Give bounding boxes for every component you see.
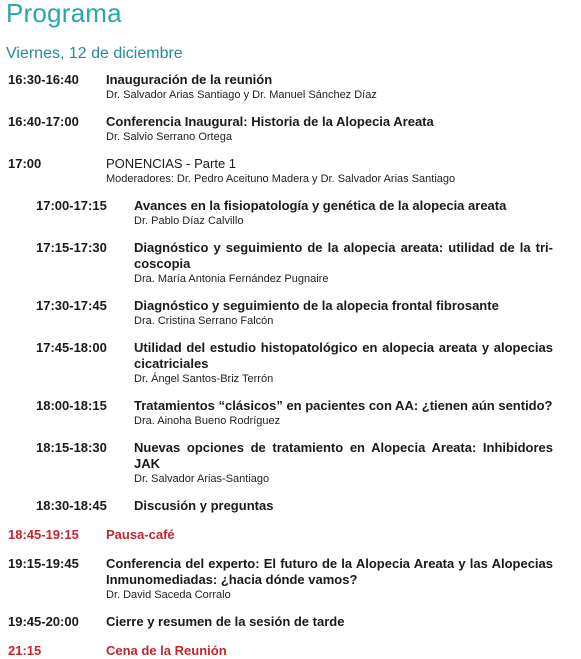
schedule-list <box>0 72 581 659</box>
item-speaker: Dra. Ainoha Bueno Rodríguez <box>134 415 281 427</box>
item-title: Avances en la fisiopatología y genética de la alopecia areata <box>134 198 507 213</box>
schedule-item <box>0 114 581 144</box>
item-moderators: Moderadores: Dr. Pedro Aceituno Madera y Dr. Salvador Arias Santiago <box>106 173 456 185</box>
schedule-item <box>0 240 581 286</box>
schedule-item <box>0 156 581 186</box>
item-time: 18:15-18:30 <box>36 440 107 455</box>
item-time: 17:00-17:15 <box>36 198 107 213</box>
item-title: Discusión y preguntas <box>134 498 274 513</box>
item-title: Nuevas opciones de tratamiento en Alopecia Areata: Inhibidores JAK <box>134 440 553 471</box>
item-time: 18:30-18:45 <box>36 498 107 513</box>
item-time: 16:30-16:40 <box>8 72 79 87</box>
item-title: Diagnóstico y seguimiento de la alopecia frontal fibrosante <box>134 298 499 313</box>
item-title: Inauguración de la reunión <box>106 72 273 87</box>
item-speaker: Dr. Salvio Serrano Ortega <box>106 131 232 143</box>
item-speaker: Dra. Cristina Serrano Falcón <box>134 315 274 327</box>
schedule-item-break <box>0 527 581 543</box>
item-title: Tratamientos “clásicos” en pacientes con AA: ¿tienen aún sentido? <box>134 398 553 413</box>
item-time: 18:45-19:15 <box>8 527 79 542</box>
day-heading: Viernes, 12 de diciembre <box>6 45 183 62</box>
schedule-item-dinner <box>0 643 581 659</box>
schedule-item <box>0 440 581 486</box>
item-speaker: Dr. Pablo Díaz Calvillo <box>134 215 244 227</box>
item-title: Utilidad del estudio histopatológico en alopecia areata y alopecias cicatriciales <box>134 340 553 371</box>
item-time: 17:00 <box>8 156 42 171</box>
item-speaker: Dra. María Antonia Fernández Pugnaire <box>134 273 329 285</box>
item-title: PONENCIAS - Parte 1 <box>106 156 237 171</box>
schedule-item <box>0 614 581 630</box>
item-time: 19:45-20:00 <box>8 614 79 629</box>
item-title: Pausa-café <box>106 527 175 542</box>
item-speaker: Dr. Salvador Arias Santiago y Dr. Manuel Sánchez Díaz <box>106 89 377 101</box>
item-time: 17:45-18:00 <box>36 340 107 355</box>
item-title: Cena de la Reunión <box>106 643 227 658</box>
schedule-item <box>0 498 581 514</box>
item-time: 17:15-17:30 <box>36 240 107 255</box>
item-title: Conferencia Inaugural: Historia de la Alopecia Areata <box>106 114 434 129</box>
page-title: Programa <box>6 0 122 28</box>
item-speaker: Dr. Salvador Arias-Santiago <box>134 473 270 485</box>
schedule-item <box>0 556 581 602</box>
item-title: Cierre y resumen de la sesión de tarde <box>106 614 345 629</box>
schedule-item <box>0 72 581 102</box>
item-time: 16:40-17:00 <box>8 114 79 129</box>
item-speaker: Dr. David Saceda Corralo <box>106 589 231 601</box>
item-time: 18:00-18:15 <box>36 398 107 413</box>
schedule-item <box>0 198 581 228</box>
item-speaker: Dr. Ángel Santos-Briz Terrón <box>134 373 274 385</box>
item-time: 19:15-19:45 <box>8 556 79 571</box>
item-time: 17:30-17:45 <box>36 298 107 313</box>
item-time: 21:15 <box>8 643 42 658</box>
item-title: Conferencia del experto: El futuro de la Alopecia Areata y las Alopecias Inmunomediadas: ¿hacia dónde vamos? <box>106 556 553 587</box>
schedule-item <box>0 398 581 428</box>
schedule-item <box>0 340 581 386</box>
schedule-item <box>0 298 581 328</box>
item-title: Diagnóstico y seguimiento de la alopecia areata: utilidad de la tri-coscopia <box>134 240 553 271</box>
